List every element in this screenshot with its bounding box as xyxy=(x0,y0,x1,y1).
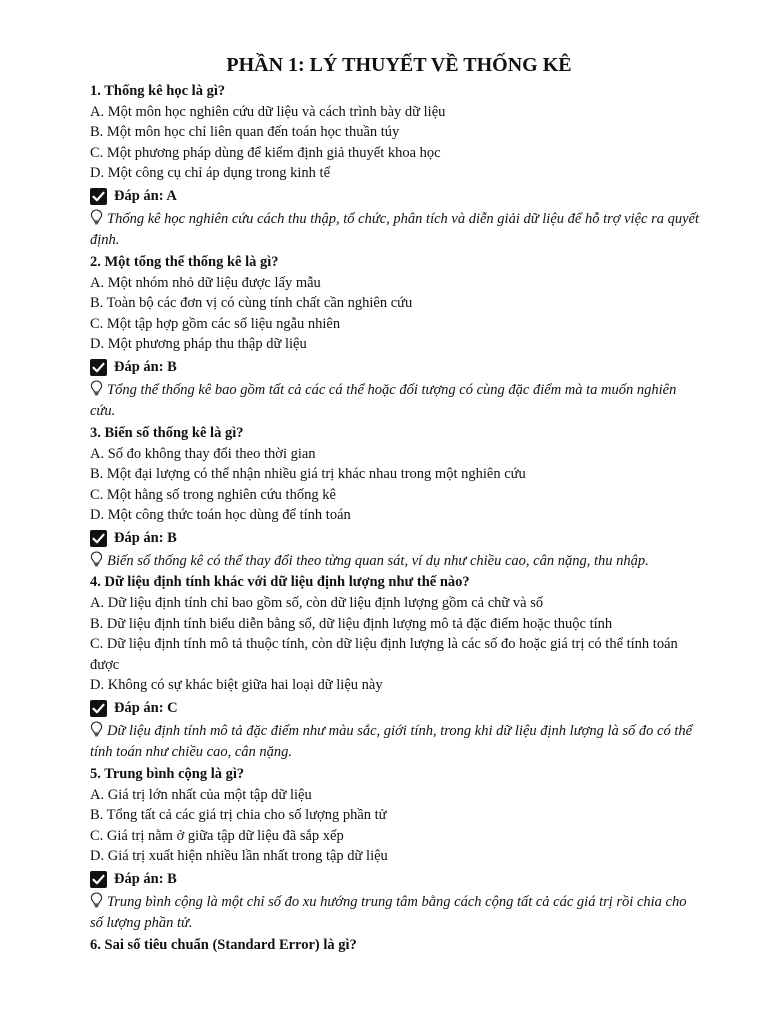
question-text: 2. Một tổng thể thống kê là gì? xyxy=(90,253,279,270)
answer-option: D. Một công cụ chỉ áp dụng trong kinh tế xyxy=(90,165,331,182)
answer-row xyxy=(90,697,708,721)
answer-option: C. Một phương pháp dùng để kiểm định giả thuyết khoa học xyxy=(90,144,441,161)
question-text: 6. Sai số tiêu chuẩn (Standard Error) là gì? xyxy=(90,936,357,953)
answer-label: Đáp án: B xyxy=(114,530,177,547)
answer-option: B. Tổng tất cả các giá trị chia cho số lượng phần tử xyxy=(90,807,387,824)
explanation-text: Dữ liệu định tính mô tả đặc điểm như màu sắc, giới tính, trong khi dữ liệu định lượng là số đo có thể tính toán như chiều cao, cân nặng. xyxy=(90,722,693,761)
question-block xyxy=(90,252,708,423)
answer-row xyxy=(90,868,708,892)
explanation-text: Biến số thống kê có thể thay đổi theo từng quan sát, ví dụ như chiều cao, cân nặng, thu nhập. xyxy=(107,552,649,569)
answer-option: A. Số đo không thay đổi theo thời gian xyxy=(90,445,316,462)
light-bulb-icon xyxy=(90,721,103,737)
answer-option: D. Một công thức toán học dùng để tính toán xyxy=(90,507,351,524)
page-title: PHẦN 1: LÝ THUYẾT VỀ THỐNG KÊ xyxy=(226,54,572,76)
explanation xyxy=(90,721,708,764)
answer-option: B. Một đại lượng có thể nhận nhiều giá trị khác nhau trong một nghiên cứu xyxy=(90,466,526,483)
question-text: 4. Dữ liệu định tính khác với dữ liệu định lượng như thế nào? xyxy=(90,574,470,591)
answer-option: D. Không có sự khác biệt giữa hai loại dữ liệu này xyxy=(90,677,383,694)
answer-label: Đáp án: A xyxy=(114,188,177,205)
answer-label: Đáp án: C xyxy=(114,700,178,717)
explanation xyxy=(90,551,708,573)
answer-option: A. Dữ liệu định tính chỉ bao gồm số, còn dữ liệu định lượng gồm cả chữ và số xyxy=(90,595,544,611)
answer-option: B. Một môn học chỉ liên quan đến toán học thuần túy xyxy=(90,124,400,141)
light-bulb-icon xyxy=(90,209,103,225)
answer-label: Đáp án: B xyxy=(114,871,177,888)
check-box-icon xyxy=(90,871,107,888)
light-bulb-icon xyxy=(90,892,103,908)
question-text: 5. Trung bình cộng là gì? xyxy=(90,765,245,782)
question-text: 3. Biến số thống kê là gì? xyxy=(90,424,244,441)
check-box-icon xyxy=(90,359,107,376)
question-list xyxy=(90,81,708,935)
explanation xyxy=(90,380,708,423)
answer-row xyxy=(90,356,708,380)
answer-option: A. Một nhóm nhỏ dữ liệu được lấy mẫu xyxy=(90,274,321,291)
light-bulb-icon xyxy=(90,380,103,396)
question-block xyxy=(90,572,708,764)
answer-option: C. Giá trị nằm ở giữa tập dữ liệu đã sắp xếp xyxy=(90,827,344,844)
answer-option: D. Giá trị xuất hiện nhiều lần nhất trong tập dữ liệu xyxy=(90,848,388,865)
answer-label: Đáp án: B xyxy=(114,359,177,376)
answer-option: C. Một hằng số trong nghiên cứu thống kê xyxy=(90,486,336,503)
answer-row xyxy=(90,527,708,551)
question-block xyxy=(90,81,708,252)
explanation xyxy=(90,209,708,252)
answer-option: D. Một phương pháp thu thập dữ liệu xyxy=(90,336,307,353)
check-box-icon xyxy=(90,188,107,205)
light-bulb-icon xyxy=(90,551,103,567)
explanation-text: Tổng thể thống kê bao gồm tất cả các cá thể hoặc đối tượng có cùng đặc điểm mà ta muốn nghiên cứu. xyxy=(90,381,677,420)
answer-option: C. Dữ liệu định tính mô tả thuộc tính, còn dữ liệu định lượng là các số đo hoặc giá trị có thể tính toán được xyxy=(90,636,678,673)
check-box-icon xyxy=(90,530,107,547)
explanation-text: Thống kê học nghiên cứu cách thu thập, tổ chức, phân tích và diễn giải dữ liệu để hỗ trợ việc ra quyết định. xyxy=(90,210,699,249)
question-block xyxy=(90,764,708,935)
answer-option: B. Toàn bộ các đơn vị có cùng tính chất cần nghiên cứu xyxy=(90,295,413,312)
answer-row xyxy=(90,185,708,209)
question-block xyxy=(90,423,708,572)
answer-option: A. Giá trị lớn nhất của một tập dữ liệu xyxy=(90,786,312,803)
question-text: 1. Thống kê học là gì? xyxy=(90,83,226,99)
explanation xyxy=(90,892,708,935)
answer-option: A. Một môn học nghiên cứu dữ liệu và cách trình bày dữ liệu xyxy=(90,103,446,120)
check-box-icon xyxy=(90,700,107,717)
answer-option: B. Dữ liệu định tính biểu diễn bằng số, dữ liệu định lượng mô tả đặc điểm hoặc thuộc tính xyxy=(90,615,613,632)
explanation-text: Trung bình cộng là một chỉ số đo xu hướng trung tâm bằng cách cộng tất cả các giá trị rồi chia cho số lượng phần tử. xyxy=(90,893,687,932)
answer-option: C. Một tập hợp gồm các số liệu ngẫu nhiên xyxy=(90,315,341,332)
